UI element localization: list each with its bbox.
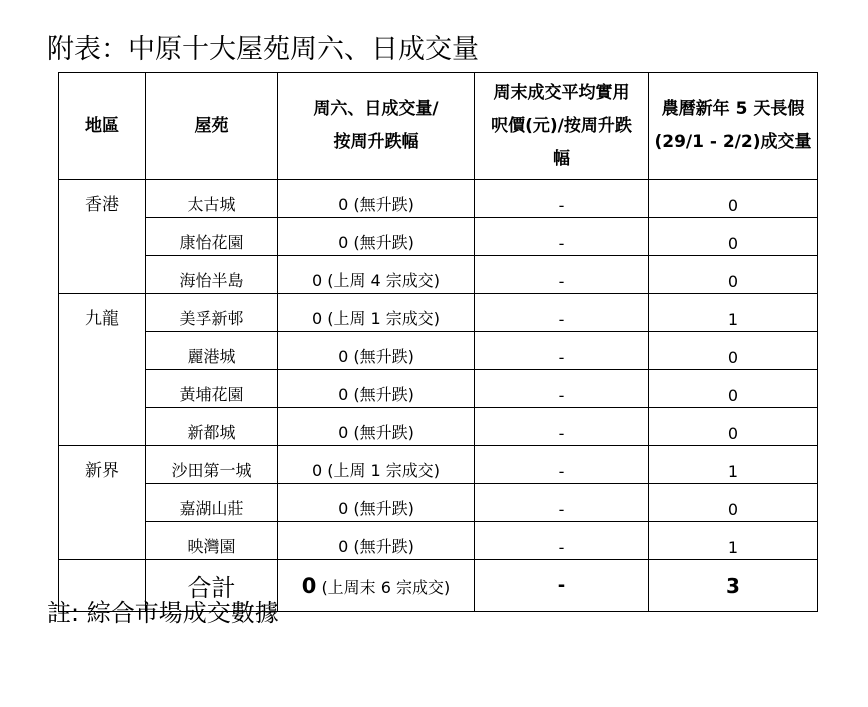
- page-title: 附表：中原十大屋苑周六、日成交量: [47, 34, 479, 65]
- header-region: 地區: [59, 73, 146, 180]
- table-row: [59, 484, 818, 522]
- total-price: -: [557, 575, 566, 596]
- price-cell: -: [475, 446, 649, 484]
- region-cell: 九龍: [59, 294, 146, 446]
- weekend-cell: 0 (上周 1 宗成交): [278, 446, 475, 484]
- footnote: 註: 綜合市場成交數據: [47, 599, 279, 627]
- weekend-cell: 0 (無升跌): [278, 332, 475, 370]
- weekend-cell: 0 (無升跌): [278, 180, 475, 218]
- weekend-cell: 0 (無升跌): [278, 484, 475, 522]
- price-cell: -: [475, 332, 649, 370]
- table-row: [59, 446, 818, 484]
- price-cell: -: [475, 180, 649, 218]
- table-row: [59, 408, 818, 446]
- price-cell: -: [475, 370, 649, 408]
- price-cell: -: [475, 256, 649, 294]
- table-row: [59, 294, 818, 332]
- total-price-cell: [475, 560, 649, 612]
- weekend-cell: 0 (上周 4 宗成交): [278, 256, 475, 294]
- total-holiday-cell: [649, 560, 818, 612]
- price-cell: -: [475, 218, 649, 256]
- weekend-cell: 0 (無升跌): [278, 408, 475, 446]
- total-weekend-value: 0: [301, 573, 317, 598]
- header-estate: 屋苑: [146, 73, 278, 180]
- total-weekend-cell: [278, 560, 475, 612]
- price-cell: -: [475, 408, 649, 446]
- table-row: [59, 218, 818, 256]
- estate-cell: 康怡花園: [146, 218, 278, 256]
- header-holiday-volume: [649, 73, 818, 180]
- weekend-cell: 0 (無升跌): [278, 218, 475, 256]
- estate-cell: 太古城: [146, 180, 278, 218]
- holiday-cell: 0: [649, 370, 818, 408]
- region-cell: 香港: [59, 180, 146, 294]
- holiday-cell: 1: [649, 522, 818, 560]
- table-row: [59, 332, 818, 370]
- price-cell: -: [475, 484, 649, 522]
- table-row: [59, 370, 818, 408]
- header-weekend-line2: 按周升跌幅: [333, 132, 419, 152]
- total-holiday: 3: [726, 573, 740, 598]
- estate-cell: 映灣園: [146, 522, 278, 560]
- holiday-cell: 0: [649, 218, 818, 256]
- weekend-cell: 0 (無升跌): [278, 370, 475, 408]
- weekend-cell: 0 (上周 1 宗成交): [278, 294, 475, 332]
- holiday-cell: 1: [649, 446, 818, 484]
- region-cell: 新界: [59, 446, 146, 560]
- header-price-line3: 幅: [553, 148, 570, 169]
- estate-cell: 麗港城: [146, 332, 278, 370]
- estate-cell: 美孚新邨: [146, 294, 278, 332]
- holiday-cell: 0: [649, 332, 818, 370]
- holiday-cell: 0: [649, 256, 818, 294]
- holiday-cell: 1: [649, 294, 818, 332]
- header-holiday-line1: 農曆新年 5 天長假: [661, 99, 805, 119]
- table-row: [59, 522, 818, 560]
- estate-cell: 黃埔花園: [146, 370, 278, 408]
- header-avg-price: [475, 73, 649, 180]
- estate-cell: 沙田第一城: [146, 446, 278, 484]
- header-price-line1: 周末成交平均實用: [493, 82, 630, 103]
- total-weekend-note: (上周末 6 宗成交): [321, 577, 451, 597]
- table-row: [59, 256, 818, 294]
- header-row: [59, 73, 818, 180]
- estate-cell: 海怡半島: [146, 256, 278, 294]
- header-holiday-line2: (29/1 - 2/2)成交量: [654, 132, 812, 152]
- header-weekend-volume: [278, 73, 475, 180]
- holiday-cell: 0: [649, 180, 818, 218]
- table-row: [59, 180, 818, 218]
- price-cell: -: [475, 522, 649, 560]
- price-cell: -: [475, 294, 649, 332]
- total-label: 合計: [187, 574, 236, 602]
- holiday-cell: 0: [649, 408, 818, 446]
- holiday-cell: 0: [649, 484, 818, 522]
- transactions-table: [58, 72, 818, 612]
- header-weekend-line1: 周六、日成交量/: [313, 99, 439, 119]
- header-price-line2: 呎價(元)/按周升跌: [491, 115, 632, 136]
- estate-cell: 嘉湖山莊: [146, 484, 278, 522]
- estate-cell: 新都城: [146, 408, 278, 446]
- weekend-cell: 0 (無升跌): [278, 522, 475, 560]
